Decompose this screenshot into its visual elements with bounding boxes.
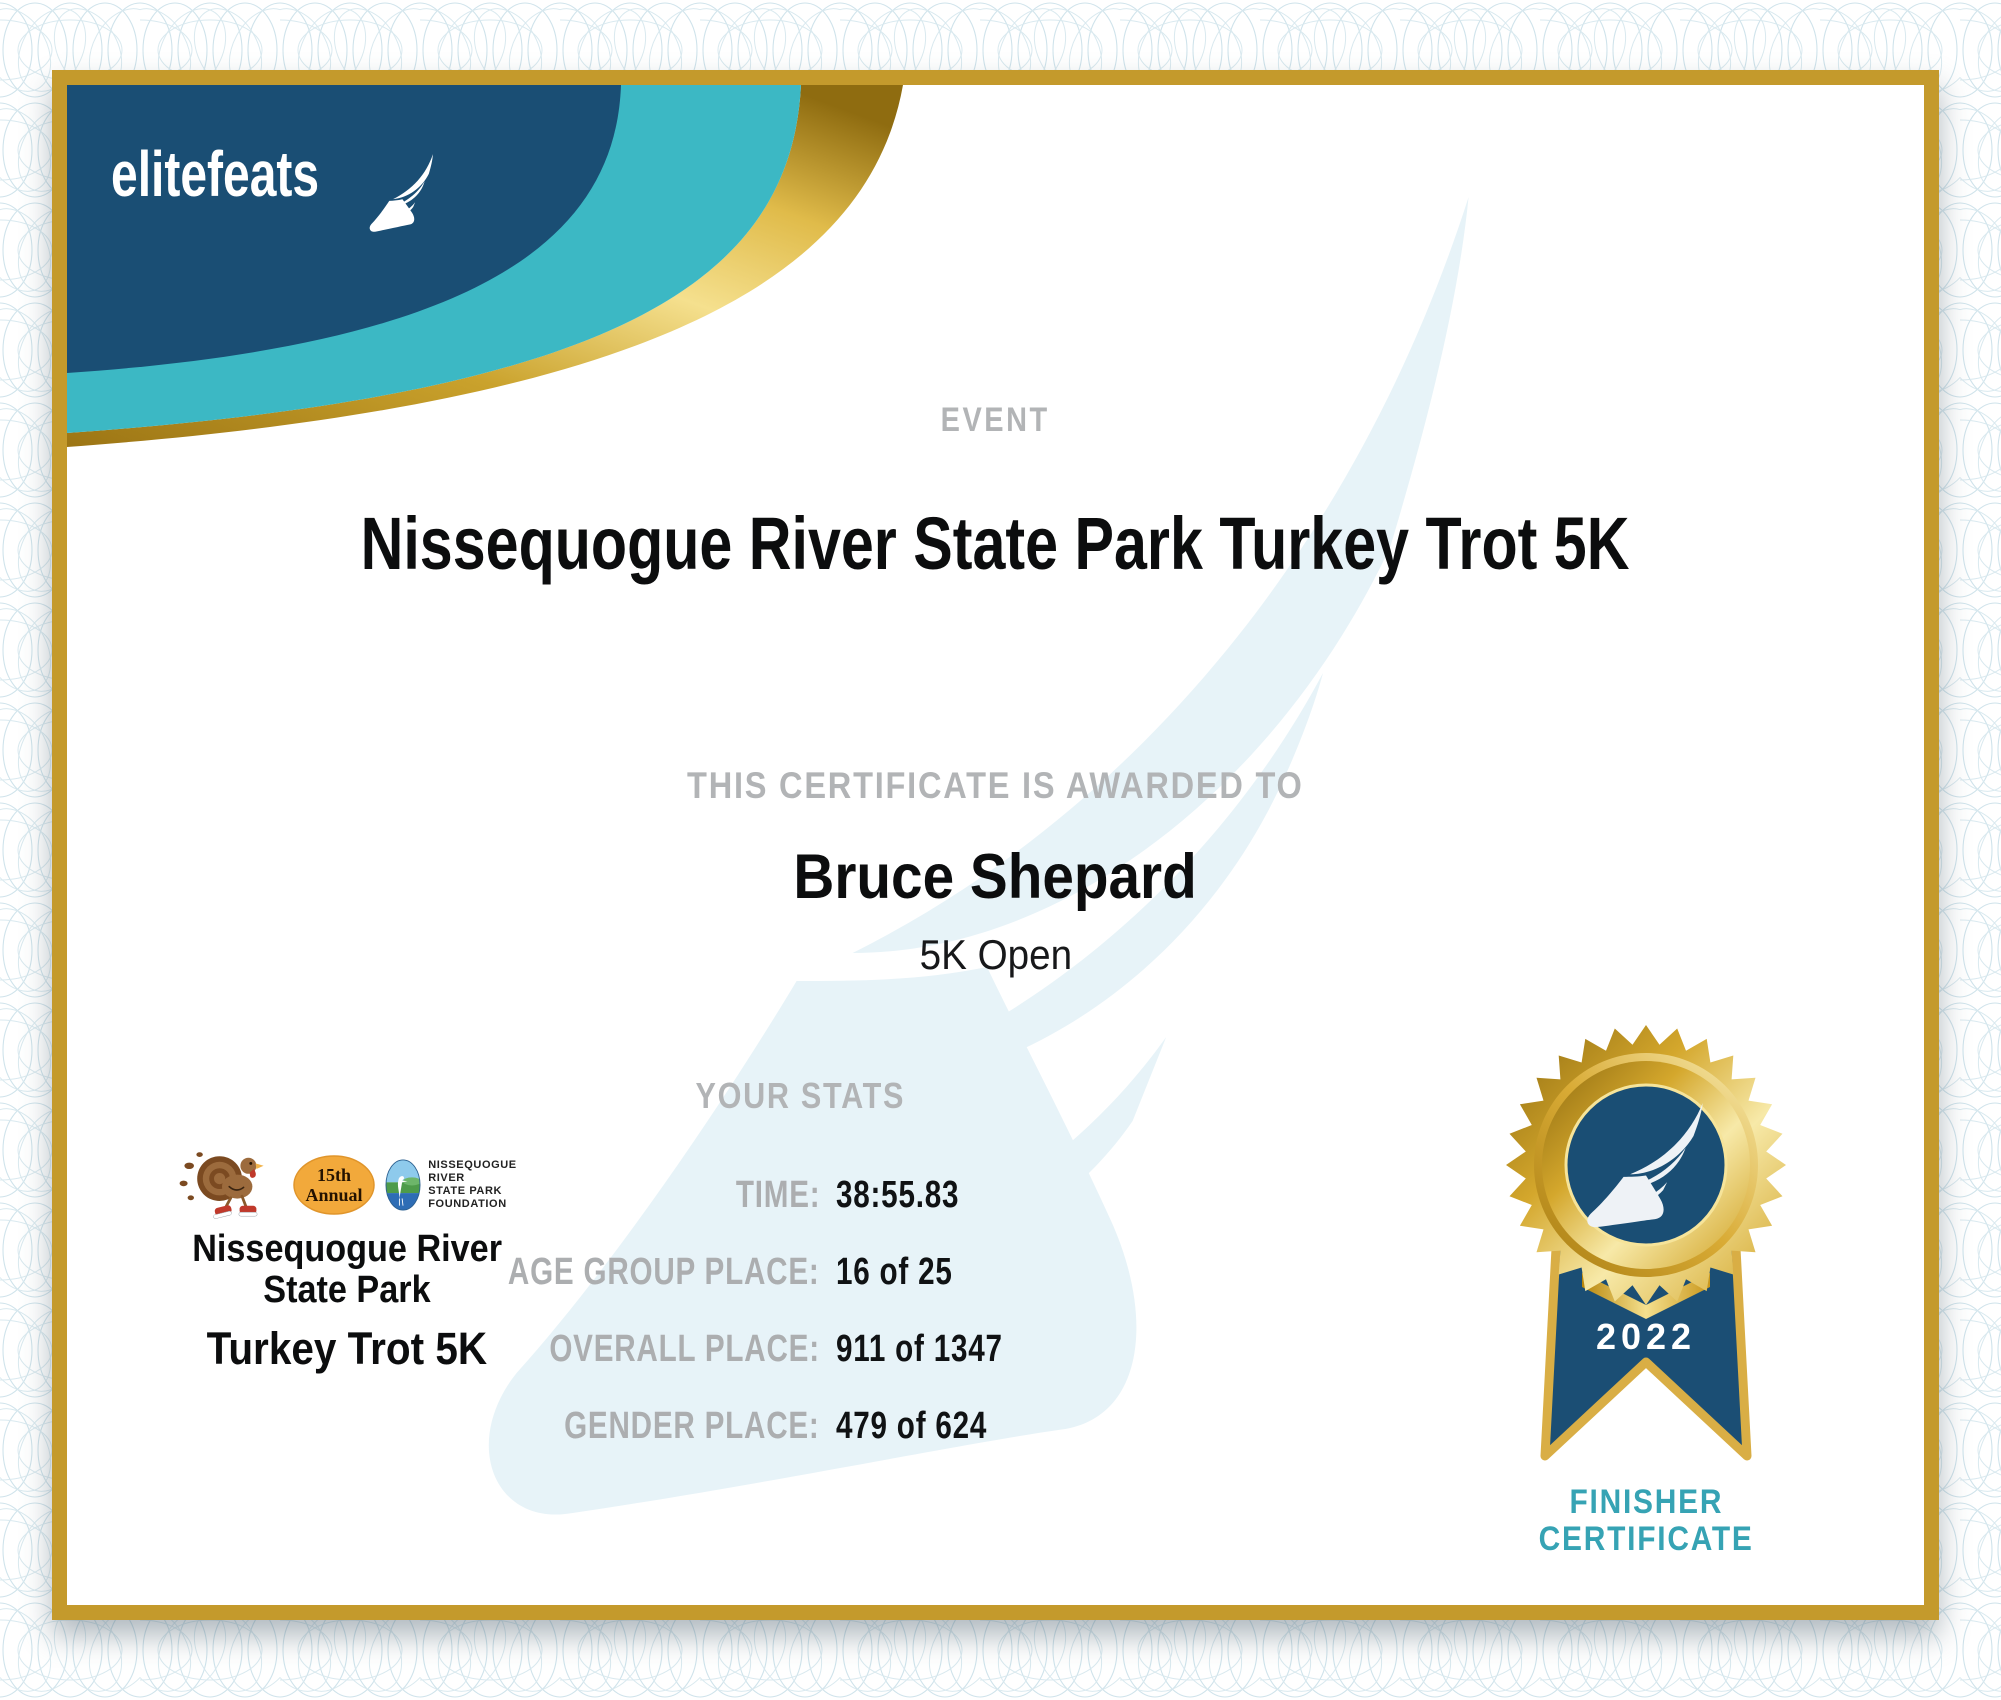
- annual-badge-line1: 15th: [317, 1165, 352, 1185]
- event-title: Nissequogue River State Park Turkey Trot 5K: [361, 502, 1630, 585]
- gold-rosette-medal-icon: [1471, 915, 1821, 1475]
- foundation-name: [428, 1159, 517, 1211]
- division-label: 5K Open: [919, 931, 1072, 978]
- stat-label: TIME:: [735, 1174, 820, 1216]
- stat-value: 479 of 624: [836, 1405, 988, 1447]
- event-logo-row: [137, 1145, 557, 1225]
- medal-rosette: [1506, 1025, 1786, 1305]
- stat-value: 38:55.83: [836, 1174, 960, 1216]
- event-logo-block: [137, 1145, 557, 1375]
- stat-label: AGE GROUP PLACE:: [508, 1251, 820, 1293]
- foundation-logo: [385, 1159, 517, 1211]
- brand-wordmark: elitefeats: [111, 138, 320, 210]
- stat-value: 16 of 25: [836, 1251, 953, 1293]
- stat-row-gender-place: [247, 1388, 1447, 1465]
- foundation-line: RIVER: [428, 1172, 465, 1184]
- foundation-line: FOUNDATION: [428, 1198, 507, 1210]
- foundation-seal-icon: [385, 1159, 421, 1211]
- winged-foot-icon: [359, 130, 445, 255]
- certificate-panel: [52, 70, 1939, 1620]
- stat-label: OVERALL PLACE:: [549, 1328, 820, 1370]
- finisher-line2: CERTIFICATE: [1538, 1520, 1754, 1558]
- foundation-line: NISSEQUOGUE: [428, 1159, 517, 1171]
- finisher-line1: FINISHER: [1569, 1483, 1723, 1521]
- annual-badge-line2: Annual: [305, 1185, 363, 1205]
- foundation-line: STATE PARK: [428, 1185, 503, 1197]
- finisher-label: [1471, 1484, 1821, 1558]
- race-name: Turkey Trot 5K: [206, 1323, 488, 1374]
- recipient-name: Bruce Shepard: [793, 842, 1198, 912]
- awarded-label: THIS CERTIFICATE IS AWARDED TO: [687, 765, 1304, 806]
- running-turkey-icon: [177, 1145, 283, 1225]
- award-year: 2022: [1595, 1316, 1697, 1357]
- event-label: EVENT: [940, 401, 1051, 439]
- annual-badge: [293, 1155, 375, 1215]
- stat-value: 911 of 1347: [836, 1328, 1003, 1370]
- stat-label: GENDER PLACE:: [564, 1405, 820, 1447]
- brand-logo: [111, 137, 531, 287]
- stats-heading: YOUR STATS: [695, 1075, 905, 1116]
- park-name: Nissequogue River State Park: [192, 1228, 502, 1311]
